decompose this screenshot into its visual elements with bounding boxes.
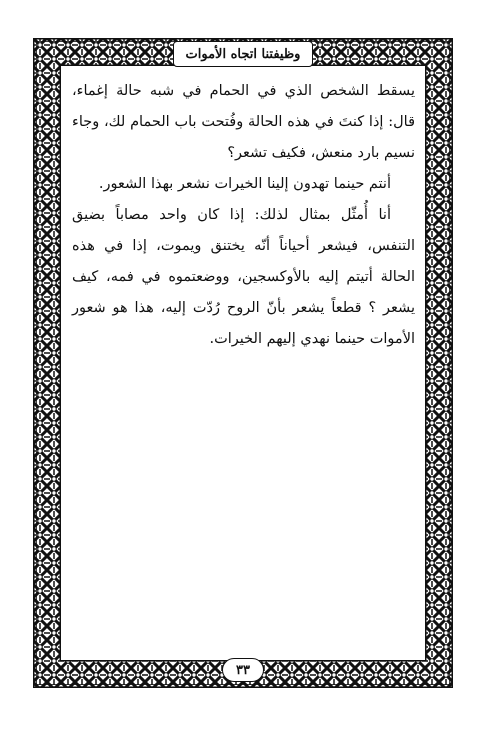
paragraph: يسقط الشخص الذي في الحمام في شبه حالة إغماء، قال: إذا كنتَ في هذه الحالة وفُتحت باب الحمام لك، وجاء نسيم بارد منعش، فكيف تشعر؟ — [72, 83, 415, 161]
page-body — [72, 76, 415, 355]
paragraph: أنتم حينما تهدون إلينا الخيرات نشعر بهذا الشعور. — [98, 176, 391, 192]
paragraph: أنا أُمثّل بمثال لذلك: إذا كان واحد مصاباً بضيق التنفس، فيشعر أحياناً أنّه يختنق ويموت، إذا في هذه الحالة أتيتم إليه بالأوكسجين، ووضعتموه في فمه، كيف يشعر ؟ قطعاً يشعر بأنّ الروح رُدّت إليه، هذا هو شعور الأموات حينما نهدي إليهم الخيرات. — [72, 207, 415, 347]
page-number: ٣٣ — [236, 662, 250, 678]
running-header-title: وظيفتنا اتجاه الأموات — [185, 46, 301, 62]
page-number-badge — [222, 658, 264, 682]
running-header — [173, 41, 313, 67]
